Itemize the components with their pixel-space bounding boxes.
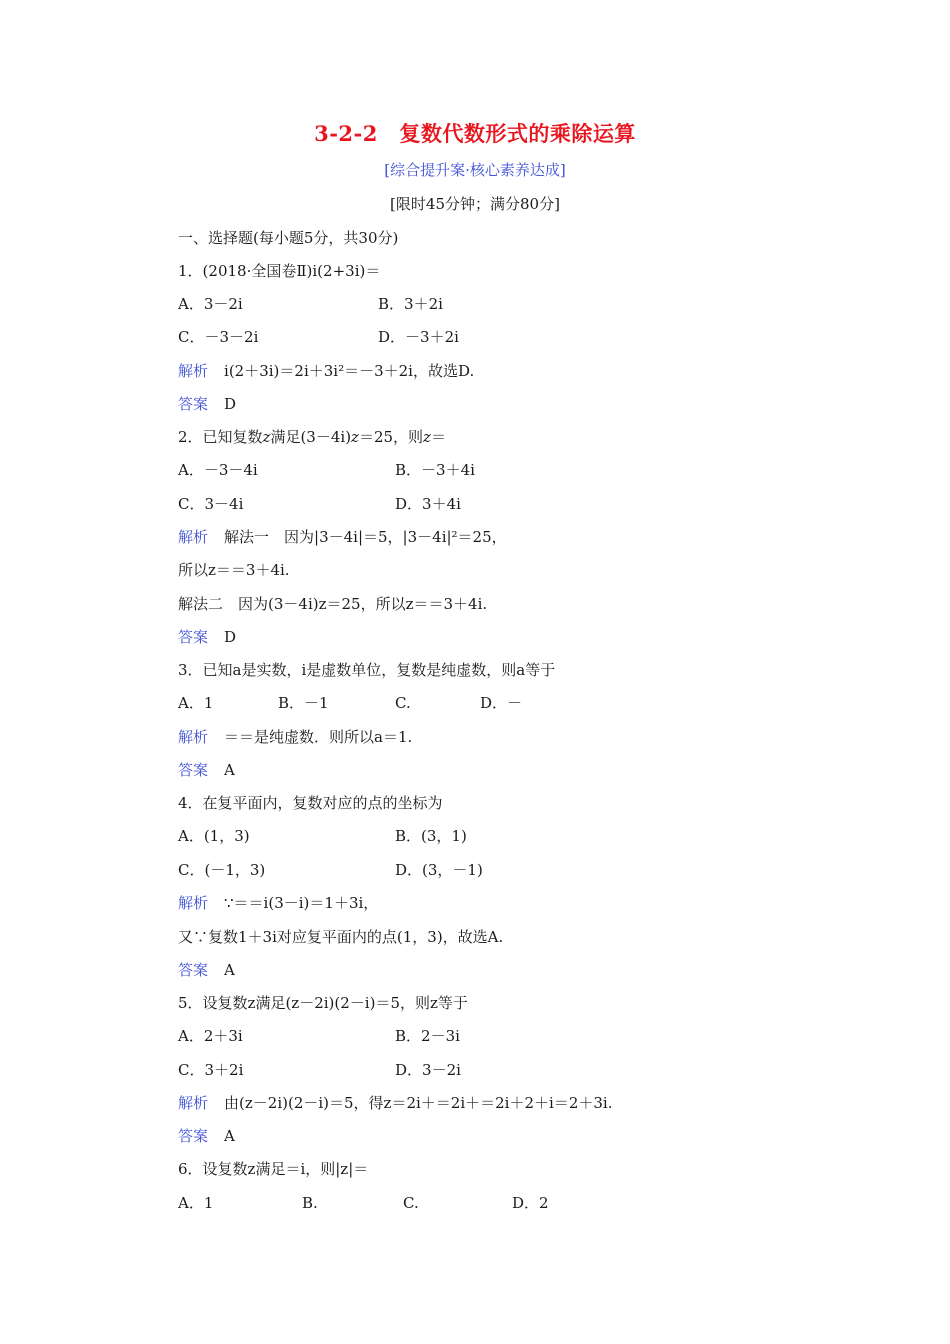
q3-analysis-text: ＝＝是纯虚数．则所以a＝1. — [224, 728, 413, 746]
q1-analysis — [178, 361, 474, 381]
analysis-label: 解析 — [178, 528, 209, 546]
q4-option-a: A．(1，3) — [178, 827, 250, 845]
q3-option-a: A．1 — [178, 694, 214, 712]
q5-option-a: A．2＋3i — [178, 1027, 243, 1045]
page-title: 3-2-2 复数代数形式的乘除运算 — [314, 121, 636, 146]
q1-option-c: C．－3－2i — [178, 328, 259, 346]
answer-label: 答案 — [178, 395, 209, 413]
q1-stem: 1．(2018·全国卷Ⅱ)i(2+3i)＝ — [178, 262, 381, 280]
q2-option-c: C．3－4i — [178, 495, 244, 513]
q5-analysis — [178, 1093, 612, 1113]
q2-stem-mid: 满足(3－4i) — [270, 428, 352, 446]
q4-option-d: D．(3，－1) — [395, 861, 483, 879]
q5-option-d: D．3－2i — [395, 1061, 461, 1079]
analysis-label: 解析 — [178, 728, 209, 746]
answer-label: 答案 — [178, 761, 209, 779]
q6-option-a: A．1 — [178, 1194, 214, 1212]
q3-analysis — [178, 727, 412, 747]
q2-stem — [178, 427, 446, 447]
time-limit: [限时45分钟；满分80分] — [390, 195, 560, 213]
q1-option-a: A．3－2i — [178, 295, 243, 313]
q4-option-b: B．(3，1) — [395, 827, 467, 845]
analysis-label: 解析 — [178, 362, 209, 380]
q1-option-b: B．3＋2i — [378, 295, 443, 313]
q4-answer — [178, 960, 235, 980]
q3-option-b: B．－1 — [278, 694, 329, 712]
q2-option-a: A．－3－4i — [178, 461, 258, 479]
q4-analysis-line2: 又∵复数1＋3i对应复平面内的点(1，3)，故选A. — [178, 928, 504, 946]
q4-option-c: C．(－1，3) — [178, 861, 266, 879]
q4-analysis — [178, 893, 378, 913]
subtitle: [综合提升案·核心素养达成] — [384, 161, 566, 179]
answer-label: 答案 — [178, 961, 209, 979]
q2-stem-post: ＝25，则 — [358, 428, 424, 446]
q5-analysis-text: 由(z－2i)(2－i)＝5，得z＝2i＋＝2i＋＝2i＋2＋i＝2＋3i. — [224, 1094, 613, 1112]
q6-option-c: C. — [403, 1194, 419, 1212]
q1-answer-text: D — [224, 395, 237, 413]
q3-stem: 3．已知a是实数，i是虚数单位，复数是纯虚数，则a等于 — [178, 661, 556, 679]
q3-option-d: D．－ — [480, 694, 523, 712]
q2-analysis-line2: 所以z＝＝3＋4i. — [178, 561, 290, 579]
q2-var-z3: z — [423, 428, 431, 446]
q1-analysis-text: i(2＋3i)＝2i＋3i²＝－3＋2i，故选D. — [224, 362, 475, 380]
q3-answer — [178, 760, 235, 780]
q4-analysis-text: ∵＝＝i(3－i)＝1＋3i， — [224, 894, 379, 912]
q5-stem: 5．设复数z满足(z－2i)(2－i)＝5，则z等于 — [178, 994, 468, 1012]
analysis-label: 解析 — [178, 894, 209, 912]
q5-option-c: C．3＋2i — [178, 1061, 244, 1079]
q2-stem-pre: 2．已知复数 — [178, 428, 263, 446]
q6-stem: 6．设复数z满足＝i，则|z|＝ — [178, 1160, 369, 1178]
q5-option-b: B．2－3i — [395, 1027, 460, 1045]
q2-answer-text: D — [224, 628, 237, 646]
q1-answer — [178, 394, 236, 414]
q5-answer — [178, 1126, 235, 1146]
q2-stem-end: ＝ — [430, 428, 446, 446]
q4-stem: 4．在复平面内，复数对应的点的坐标为 — [178, 794, 443, 812]
q2-answer — [178, 627, 236, 647]
q4-answer-text: A — [224, 961, 235, 979]
q3-answer-text: A — [224, 761, 235, 779]
q3-option-c: C. — [395, 694, 411, 712]
answer-label: 答案 — [178, 628, 209, 646]
answer-label: 答案 — [178, 1127, 209, 1145]
q1-option-d: D．－3＋2i — [378, 328, 459, 346]
q6-option-b: B. — [302, 1194, 318, 1212]
q2-analysis — [178, 527, 507, 547]
q2-var-z2: z — [351, 428, 359, 446]
section-heading: 一、选择题(每小题5分，共30分) — [178, 229, 399, 247]
analysis-label: 解析 — [178, 1094, 209, 1112]
q5-answer-text: A — [224, 1127, 235, 1145]
q2-option-d: D．3＋4i — [395, 495, 461, 513]
q2-option-b: B．－3＋4i — [395, 461, 475, 479]
q2-var-z: z — [262, 428, 271, 446]
q2-analysis-text: 解法一 因为|3－4i|＝5，|3－4i|²＝25， — [224, 528, 507, 546]
q2-analysis-line3: 解法二 因为(3－4i)z＝25，所以z＝＝3＋4i. — [178, 595, 488, 613]
q6-option-d: D．2 — [512, 1194, 549, 1212]
